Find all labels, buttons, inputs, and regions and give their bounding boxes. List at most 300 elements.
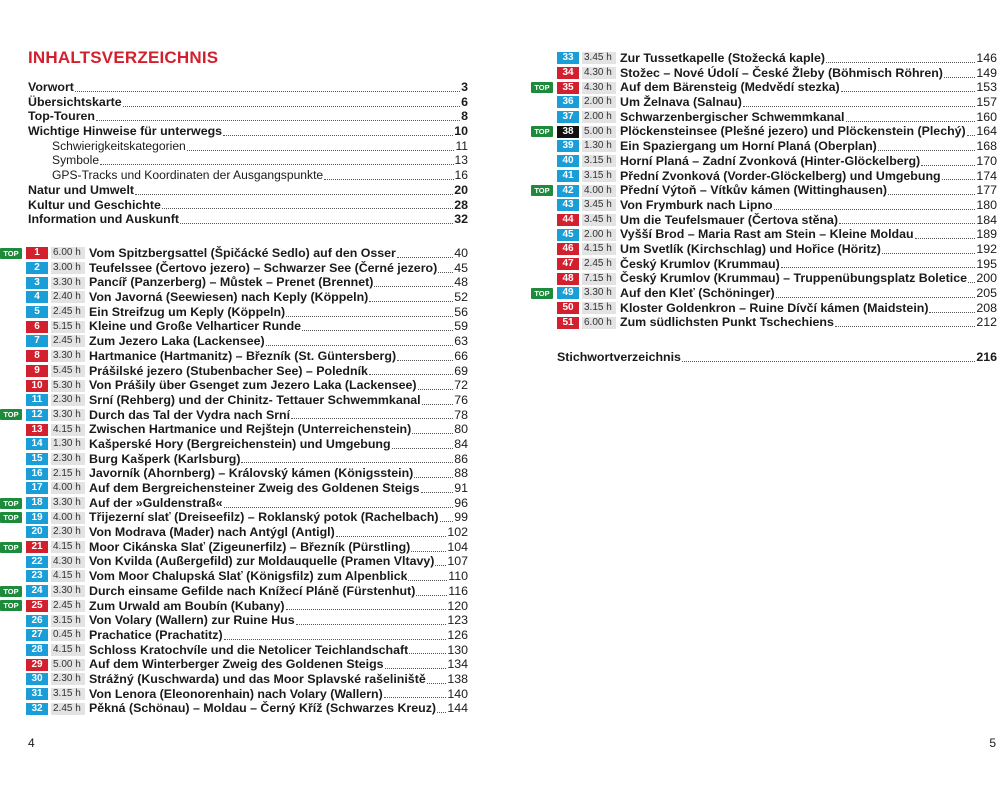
tour-duration: 2.45 h (51, 335, 85, 347)
tour-duration: 2.00 h (582, 229, 616, 241)
tour-duration: 3.15 h (51, 688, 85, 700)
top-badge: TOP (0, 512, 22, 523)
tour-row[interactable] (0, 643, 468, 658)
tour-page: 149 (976, 65, 997, 80)
toc-entry[interactable] (28, 124, 468, 139)
index-list (557, 350, 997, 365)
tour-duration: 1.30 h (51, 438, 85, 450)
toc-entry[interactable] (28, 168, 468, 183)
toc-entry-page: 11 (455, 138, 468, 153)
tour-duration: 2.30 h (51, 453, 85, 465)
tour-row[interactable] (534, 286, 997, 301)
tour-row[interactable] (0, 364, 468, 379)
toc-entry-page: 10 (454, 124, 468, 139)
tour-page: 123 (447, 613, 468, 628)
tour-page: 48 (454, 275, 468, 290)
tour-duration: 3.45 h (582, 52, 616, 64)
tour-title: Ein Spaziergang um Horní Planá (Oberplan) (620, 139, 877, 154)
tour-number: 27 (26, 629, 48, 641)
tour-row[interactable] (0, 481, 468, 496)
leader-dots (123, 106, 460, 107)
tour-row[interactable] (557, 66, 997, 81)
tour-page: 110 (448, 569, 468, 584)
tour-title: Um Svetlík (Kirchschlag) und Hořice (Höritz) (620, 241, 881, 256)
toc-entry-page: 3 (461, 80, 468, 94)
tour-row[interactable] (0, 687, 468, 702)
tour-page: 126 (447, 627, 468, 642)
leader-dots (409, 653, 446, 654)
tour-row[interactable] (0, 672, 468, 687)
tour-number: 25 (26, 600, 48, 612)
tour-page: 144 (447, 701, 468, 716)
tour-row[interactable] (0, 422, 468, 437)
tour-title: Javorník (Ahornberg) – Královský kámen (Königsstein) (89, 466, 414, 481)
tour-number: 43 (557, 199, 579, 211)
leader-dots (418, 389, 454, 390)
tour-number: 42 (557, 185, 579, 197)
tour-list-right (534, 51, 997, 330)
tour-title: Moor Cikánska Slať (Zigeunerfilz) – Březník (Pürstling) (89, 539, 411, 554)
tour-row[interactable] (0, 599, 468, 614)
leader-dots (374, 286, 453, 287)
leader-dots (286, 316, 453, 317)
tour-page: 88 (454, 466, 468, 481)
tour-title: Kleine und Große Velharticer Runde (89, 319, 302, 334)
tour-page: 205 (976, 286, 997, 300)
tour-duration: 0.45 h (51, 629, 85, 641)
tour-duration: 4.15 h (51, 424, 85, 436)
tour-number: 6 (26, 321, 48, 333)
leader-dots (422, 404, 454, 405)
tour-row[interactable] (534, 124, 997, 139)
tour-duration: 2.45 h (51, 306, 85, 318)
tour-title: Kloster Goldenkron – Ruine Dívčí kámen (Maidstein) (620, 300, 929, 315)
tour-page: 180 (976, 197, 997, 212)
tour-duration: 2.30 h (51, 673, 85, 685)
tour-row[interactable] (0, 628, 468, 643)
tour-row[interactable] (557, 227, 997, 242)
leader-dots (435, 565, 446, 566)
leader-dots (241, 462, 453, 463)
tour-page: 146 (976, 51, 997, 65)
leader-dots (384, 697, 447, 698)
toc-entry-label: Top-Touren (28, 109, 95, 124)
tour-row[interactable] (557, 154, 997, 169)
tour-number: 29 (26, 659, 48, 671)
tour-title: Auf dem Bergreichensteiner Zweig des Goldenen Steigs (89, 481, 420, 495)
toc-entry-label: Stichwortverzeichnis (557, 350, 681, 364)
tour-row[interactable] (0, 452, 468, 467)
leader-dots (296, 624, 447, 625)
tour-duration: 6.00 h (582, 317, 616, 329)
tour-title: Von Volary (Wallern) zur Ruine Hus (89, 613, 295, 628)
tour-duration: 3.15 h (582, 170, 616, 182)
tour-duration: 5.00 h (51, 659, 85, 671)
tour-number: 5 (26, 306, 48, 318)
tour-number: 48 (557, 273, 579, 285)
leader-dots (776, 297, 976, 298)
tour-number: 46 (557, 243, 579, 255)
leader-dots (882, 253, 975, 254)
toc-title: INHALTSVERZEICHNIS (28, 48, 219, 67)
leader-dots (915, 238, 976, 239)
tour-row[interactable] (0, 540, 468, 555)
page-number-left: 4 (28, 736, 35, 750)
top-badge: TOP (0, 542, 22, 553)
leader-dots (291, 418, 453, 419)
tour-list-left (0, 246, 468, 716)
tour-title: Um die Teufelsmauer (Čertova stěna) (620, 212, 839, 227)
tour-row[interactable] (557, 271, 997, 286)
tour-title: Vom Spitzbergsattel (Špičácké Sedlo) auf den Osser (89, 246, 396, 260)
tour-title: Von Modrava (Mader) nach Antýgl (Antigl) (89, 525, 335, 540)
tour-page: 130 (447, 642, 468, 657)
leader-dots (438, 272, 453, 273)
leader-dots (968, 282, 975, 283)
tour-page: 120 (447, 598, 468, 613)
tour-row[interactable] (0, 554, 468, 569)
tour-row[interactable] (0, 334, 468, 349)
tour-row[interactable] (0, 510, 468, 525)
tour-page: 153 (976, 80, 997, 95)
tour-duration: 2.30 h (51, 394, 85, 406)
tour-row[interactable] (0, 305, 468, 320)
tour-duration: 7.15 h (582, 273, 616, 285)
tour-title: Schloss Kratochvíle und die Netolicer Teichlandschaft (89, 642, 409, 657)
tour-number: 32 (26, 703, 48, 715)
toc-entry-page: 20 (454, 182, 468, 197)
toc-entry-page: 16 (454, 168, 468, 183)
leader-dots (774, 209, 976, 210)
leader-dots (336, 536, 447, 537)
tour-page: 91 (454, 481, 468, 495)
tour-page: 59 (454, 319, 468, 334)
tour-row[interactable] (0, 701, 468, 716)
tour-row[interactable] (0, 349, 468, 364)
toc-entry[interactable] (28, 109, 468, 124)
toc-entry[interactable] (28, 153, 468, 168)
tour-duration: 2.30 h (51, 526, 85, 538)
tour-row[interactable] (557, 95, 997, 110)
tour-duration: 4.30 h (582, 67, 616, 79)
toc-entry[interactable] (28, 212, 468, 227)
tour-number: 36 (557, 96, 579, 108)
toc-entry-index[interactable] (557, 350, 997, 365)
leader-dots (224, 507, 454, 508)
tour-page: 86 (454, 451, 468, 466)
top-badge: TOP (531, 185, 553, 196)
tour-page: 212 (976, 315, 997, 330)
tour-page: 102 (447, 525, 468, 540)
top-badge: TOP (0, 409, 22, 420)
tour-number: 4 (26, 291, 48, 303)
tour-row[interactable] (0, 437, 468, 452)
tour-duration: 3.30 h (51, 585, 85, 597)
tour-number: 18 (26, 497, 48, 509)
tour-number: 14 (26, 438, 48, 450)
tour-number: 11 (26, 394, 48, 406)
tour-number: 1 (26, 247, 48, 259)
tour-row[interactable] (0, 569, 468, 584)
tour-row[interactable] (557, 242, 997, 257)
leader-dots (944, 77, 975, 78)
toc-entry-page: 32 (454, 212, 468, 227)
tour-duration: 3.30 h (51, 350, 85, 362)
right-page (500, 0, 1000, 800)
toc-entry[interactable] (28, 198, 468, 213)
tour-row[interactable] (0, 496, 468, 511)
tour-title: Auf dem Winterberger Zweig des Goldenen Steigs (89, 657, 384, 672)
tour-row[interactable] (557, 257, 997, 272)
tour-number: 50 (557, 302, 579, 314)
leader-dots (411, 551, 446, 552)
tour-duration: 4.15 h (582, 243, 616, 255)
tour-number: 40 (557, 155, 579, 167)
leader-dots (100, 164, 453, 165)
top-badge: TOP (531, 82, 553, 93)
tour-number: 47 (557, 258, 579, 270)
tour-title: Přední Zvonková (Vorder-Glöckelberg) und Umgebung (620, 168, 941, 183)
tour-number: 12 (26, 409, 48, 421)
tour-row[interactable] (0, 613, 468, 628)
leader-dots (878, 150, 976, 151)
tour-row[interactable] (0, 378, 468, 393)
tour-row[interactable] (0, 290, 468, 305)
leader-dots (416, 595, 447, 596)
tour-number: 21 (26, 541, 48, 553)
page-number-right: 5 (989, 736, 996, 750)
tour-row[interactable] (557, 139, 997, 154)
tour-number: 37 (557, 111, 579, 123)
tour-number: 16 (26, 468, 48, 480)
tour-number: 41 (557, 170, 579, 182)
top-badge: TOP (0, 248, 22, 259)
tour-page: 170 (976, 153, 997, 168)
toc-entry-page: 28 (454, 197, 468, 212)
leader-dots (397, 257, 453, 258)
tour-title: Zum südlichsten Punkt Tschechiens (620, 315, 834, 330)
tour-page: 160 (976, 109, 997, 124)
tour-title: Schwarzenbergischer Schwemmkanal (620, 109, 845, 124)
tour-title: Auf dem Bärensteig (Medvědí stezka) (620, 80, 840, 95)
leader-dots (75, 91, 460, 92)
toc-entry-page: 6 (461, 94, 468, 109)
leader-dots (266, 345, 454, 346)
tour-title: Vom Moor Chalupská Slať (Königsfilz) zum Alpenblick (89, 569, 408, 584)
toc-entry-label: Übersichtskarte (28, 94, 122, 109)
tour-page: 69 (454, 363, 468, 378)
tour-title: Von Prášily über Gsenget zum Jezero Laka (Lackensee) (89, 378, 417, 393)
tour-title: Zum Jezero Laka (Lackensee) (89, 334, 265, 349)
tour-page: 177 (976, 183, 997, 198)
leader-dots (888, 194, 975, 195)
tour-title: Pěkná (Schönau) – Moldau – Černý Kříž (Schwarzes Kreuz) (89, 701, 437, 716)
tour-duration: 3.15 h (51, 615, 85, 627)
tour-number: 28 (26, 644, 48, 656)
tour-page: 134 (447, 657, 468, 672)
toc-entry-label: Wichtige Hinweise für unterwegs (28, 124, 223, 139)
tour-duration: 2.15 h (51, 468, 85, 480)
toc-entry[interactable] (28, 183, 468, 198)
tour-row[interactable] (0, 466, 468, 481)
tour-duration: 4.30 h (51, 556, 85, 568)
tour-number: 31 (26, 688, 48, 700)
top-badge: TOP (0, 498, 22, 509)
tour-duration: 3.45 h (582, 214, 616, 226)
toc-entry[interactable] (28, 95, 468, 110)
tour-duration: 3.30 h (51, 497, 85, 509)
tour-duration: 2.45 h (51, 703, 85, 715)
leader-dots (302, 330, 453, 331)
tour-page: 192 (976, 241, 997, 256)
toc-entry-label: Kultur und Geschichte (28, 197, 161, 212)
tour-duration: 2.00 h (582, 111, 616, 123)
tour-page: 45 (454, 260, 468, 275)
tour-row[interactable] (0, 319, 468, 334)
tour-page: 99 (454, 510, 468, 525)
tour-row[interactable] (534, 80, 997, 95)
tour-duration: 4.15 h (51, 644, 85, 656)
tour-row[interactable] (0, 657, 468, 672)
leader-dots (942, 179, 976, 180)
tour-title: Durch das Tal der Vydra nach Srní (89, 407, 291, 422)
tour-duration: 1.30 h (582, 140, 616, 152)
toc-entry[interactable] (28, 139, 468, 154)
tour-row[interactable] (557, 198, 997, 213)
leader-dots (180, 223, 453, 224)
toc-entry-label: Information und Auskunft (28, 212, 179, 227)
leader-dots (967, 135, 976, 136)
tour-row[interactable] (557, 51, 997, 66)
leader-dots (427, 683, 447, 684)
leader-dots (187, 150, 455, 151)
tour-row[interactable] (557, 301, 997, 316)
tour-number: 49 (557, 287, 579, 299)
leader-dots (286, 609, 447, 610)
tour-number: 8 (26, 350, 48, 362)
tour-number: 45 (557, 229, 579, 241)
tour-title: Třijezerní slať (Dreiseefilz) – Roklanský potok (Rachelbach) (89, 510, 439, 525)
tour-title: Auf den Kleť (Schöninger) (620, 286, 775, 300)
tour-title: Teufelssee (Čertovo jezero) – Schwarzer See (Černé jezero) (89, 260, 438, 275)
tour-page: 157 (976, 95, 997, 110)
tour-row[interactable] (534, 183, 997, 198)
leader-dots (408, 580, 447, 581)
tour-number: 24 (26, 585, 48, 597)
leader-dots (440, 521, 454, 522)
tour-title: Zur Tussetkapelle (Stožecká kaple) (620, 51, 825, 65)
tour-title: Von Frymburk nach Lipno (620, 197, 773, 212)
tour-page: 84 (454, 436, 468, 451)
tour-duration: 2.00 h (582, 96, 616, 108)
leader-dots (385, 668, 447, 669)
tour-number: 20 (26, 526, 48, 538)
tour-number: 33 (557, 52, 579, 64)
tour-duration: 5.30 h (51, 380, 85, 392)
leader-dots (135, 194, 453, 195)
leader-dots (921, 165, 975, 166)
top-badge: TOP (0, 600, 22, 611)
leader-dots (397, 360, 453, 361)
tour-page: 138 (447, 671, 468, 686)
tour-row[interactable] (0, 275, 468, 290)
tour-number: 23 (26, 570, 48, 582)
leader-dots (369, 374, 453, 375)
tour-row[interactable] (0, 584, 468, 599)
tour-page: 96 (454, 495, 468, 510)
tour-number: 13 (26, 424, 48, 436)
tour-row[interactable] (0, 246, 468, 261)
tour-title: Stožec – Nové Údolí – České Žleby (Böhmisch Röhren) (620, 65, 943, 80)
tour-number: 10 (26, 380, 48, 392)
tour-row[interactable] (557, 213, 997, 228)
tour-row[interactable] (557, 110, 997, 125)
tour-row[interactable] (0, 261, 468, 276)
tour-duration: 3.00 h (51, 262, 85, 274)
tour-duration: 3.30 h (51, 409, 85, 421)
tour-page: 184 (976, 212, 997, 227)
tour-title: Český Krumlov (Krummau) (620, 256, 780, 271)
tour-title: Von Javorná (Seewiesen) nach Keply (Köppeln) (89, 290, 369, 305)
leader-dots (223, 135, 453, 136)
tour-duration: 5.45 h (51, 365, 85, 377)
tour-duration: 5.00 h (582, 126, 616, 138)
tour-title: Vyšší Brod – Maria Rast am Stein – Kleine Moldau (620, 227, 914, 242)
tour-page: 78 (454, 407, 468, 422)
toc-entry-label: Schwierigkeitskategorien (52, 138, 186, 153)
tour-title: Český Krumlov (Krummau) – Truppenübungsplatz Boletice (620, 271, 967, 286)
toc-entry[interactable] (28, 80, 468, 95)
tour-duration: 6.00 h (51, 247, 85, 259)
leader-dots (414, 477, 453, 478)
tour-duration: 4.15 h (51, 541, 85, 553)
toc-entry-label: Natur und Umwelt (28, 182, 135, 197)
tour-duration: 3.15 h (582, 302, 616, 314)
tour-page: 164 (976, 124, 997, 139)
tour-title: Von Kvilda (Außergefild) zur Moldauquelle (Pramen Vltavy) (89, 554, 435, 569)
tour-number: 19 (26, 512, 48, 524)
tour-title: Um Želnava (Salnau) (620, 95, 742, 110)
tour-number: 15 (26, 453, 48, 465)
tour-page: 52 (454, 290, 468, 305)
tour-row[interactable] (0, 525, 468, 540)
leader-dots (324, 179, 453, 180)
tour-row[interactable] (557, 315, 997, 330)
tour-number: 2 (26, 262, 48, 274)
tour-row[interactable] (557, 169, 997, 184)
tour-title: Durch einsame Gefilde nach Knížecí Pláně (Fürstenhut) (89, 583, 416, 598)
tour-row[interactable] (0, 408, 468, 423)
leader-dots (743, 106, 975, 107)
tour-row[interactable] (0, 393, 468, 408)
tour-title: Plöckensteinsee (Plešné jezero) und Plöckenstein (Plechý) (620, 124, 966, 139)
toc-entry-page: 8 (461, 109, 468, 124)
leader-dots (839, 223, 975, 224)
tour-title: Burg Kašperk (Karlsburg) (89, 451, 241, 466)
tour-title: Prášilské jezero (Stubenbacher See) – Poledník (89, 363, 368, 378)
leader-dots (437, 712, 446, 713)
tour-title: Zwischen Hartmanice und Rejštejn (Unterreichenstein) (89, 422, 412, 437)
top-badge: TOP (531, 126, 553, 137)
leader-dots (224, 639, 447, 640)
tour-duration: 3.45 h (582, 199, 616, 211)
tour-page: 140 (447, 686, 468, 701)
tour-title: Strážný (Kuschwarda) und das Moor Splavské rašeliniště (89, 671, 426, 686)
tour-title: Kašperské Hory (Bergreichenstein) und Umgebung (89, 436, 391, 451)
tour-number: 3 (26, 277, 48, 289)
tour-page: 72 (454, 378, 468, 393)
tour-duration: 2.40 h (51, 291, 85, 303)
